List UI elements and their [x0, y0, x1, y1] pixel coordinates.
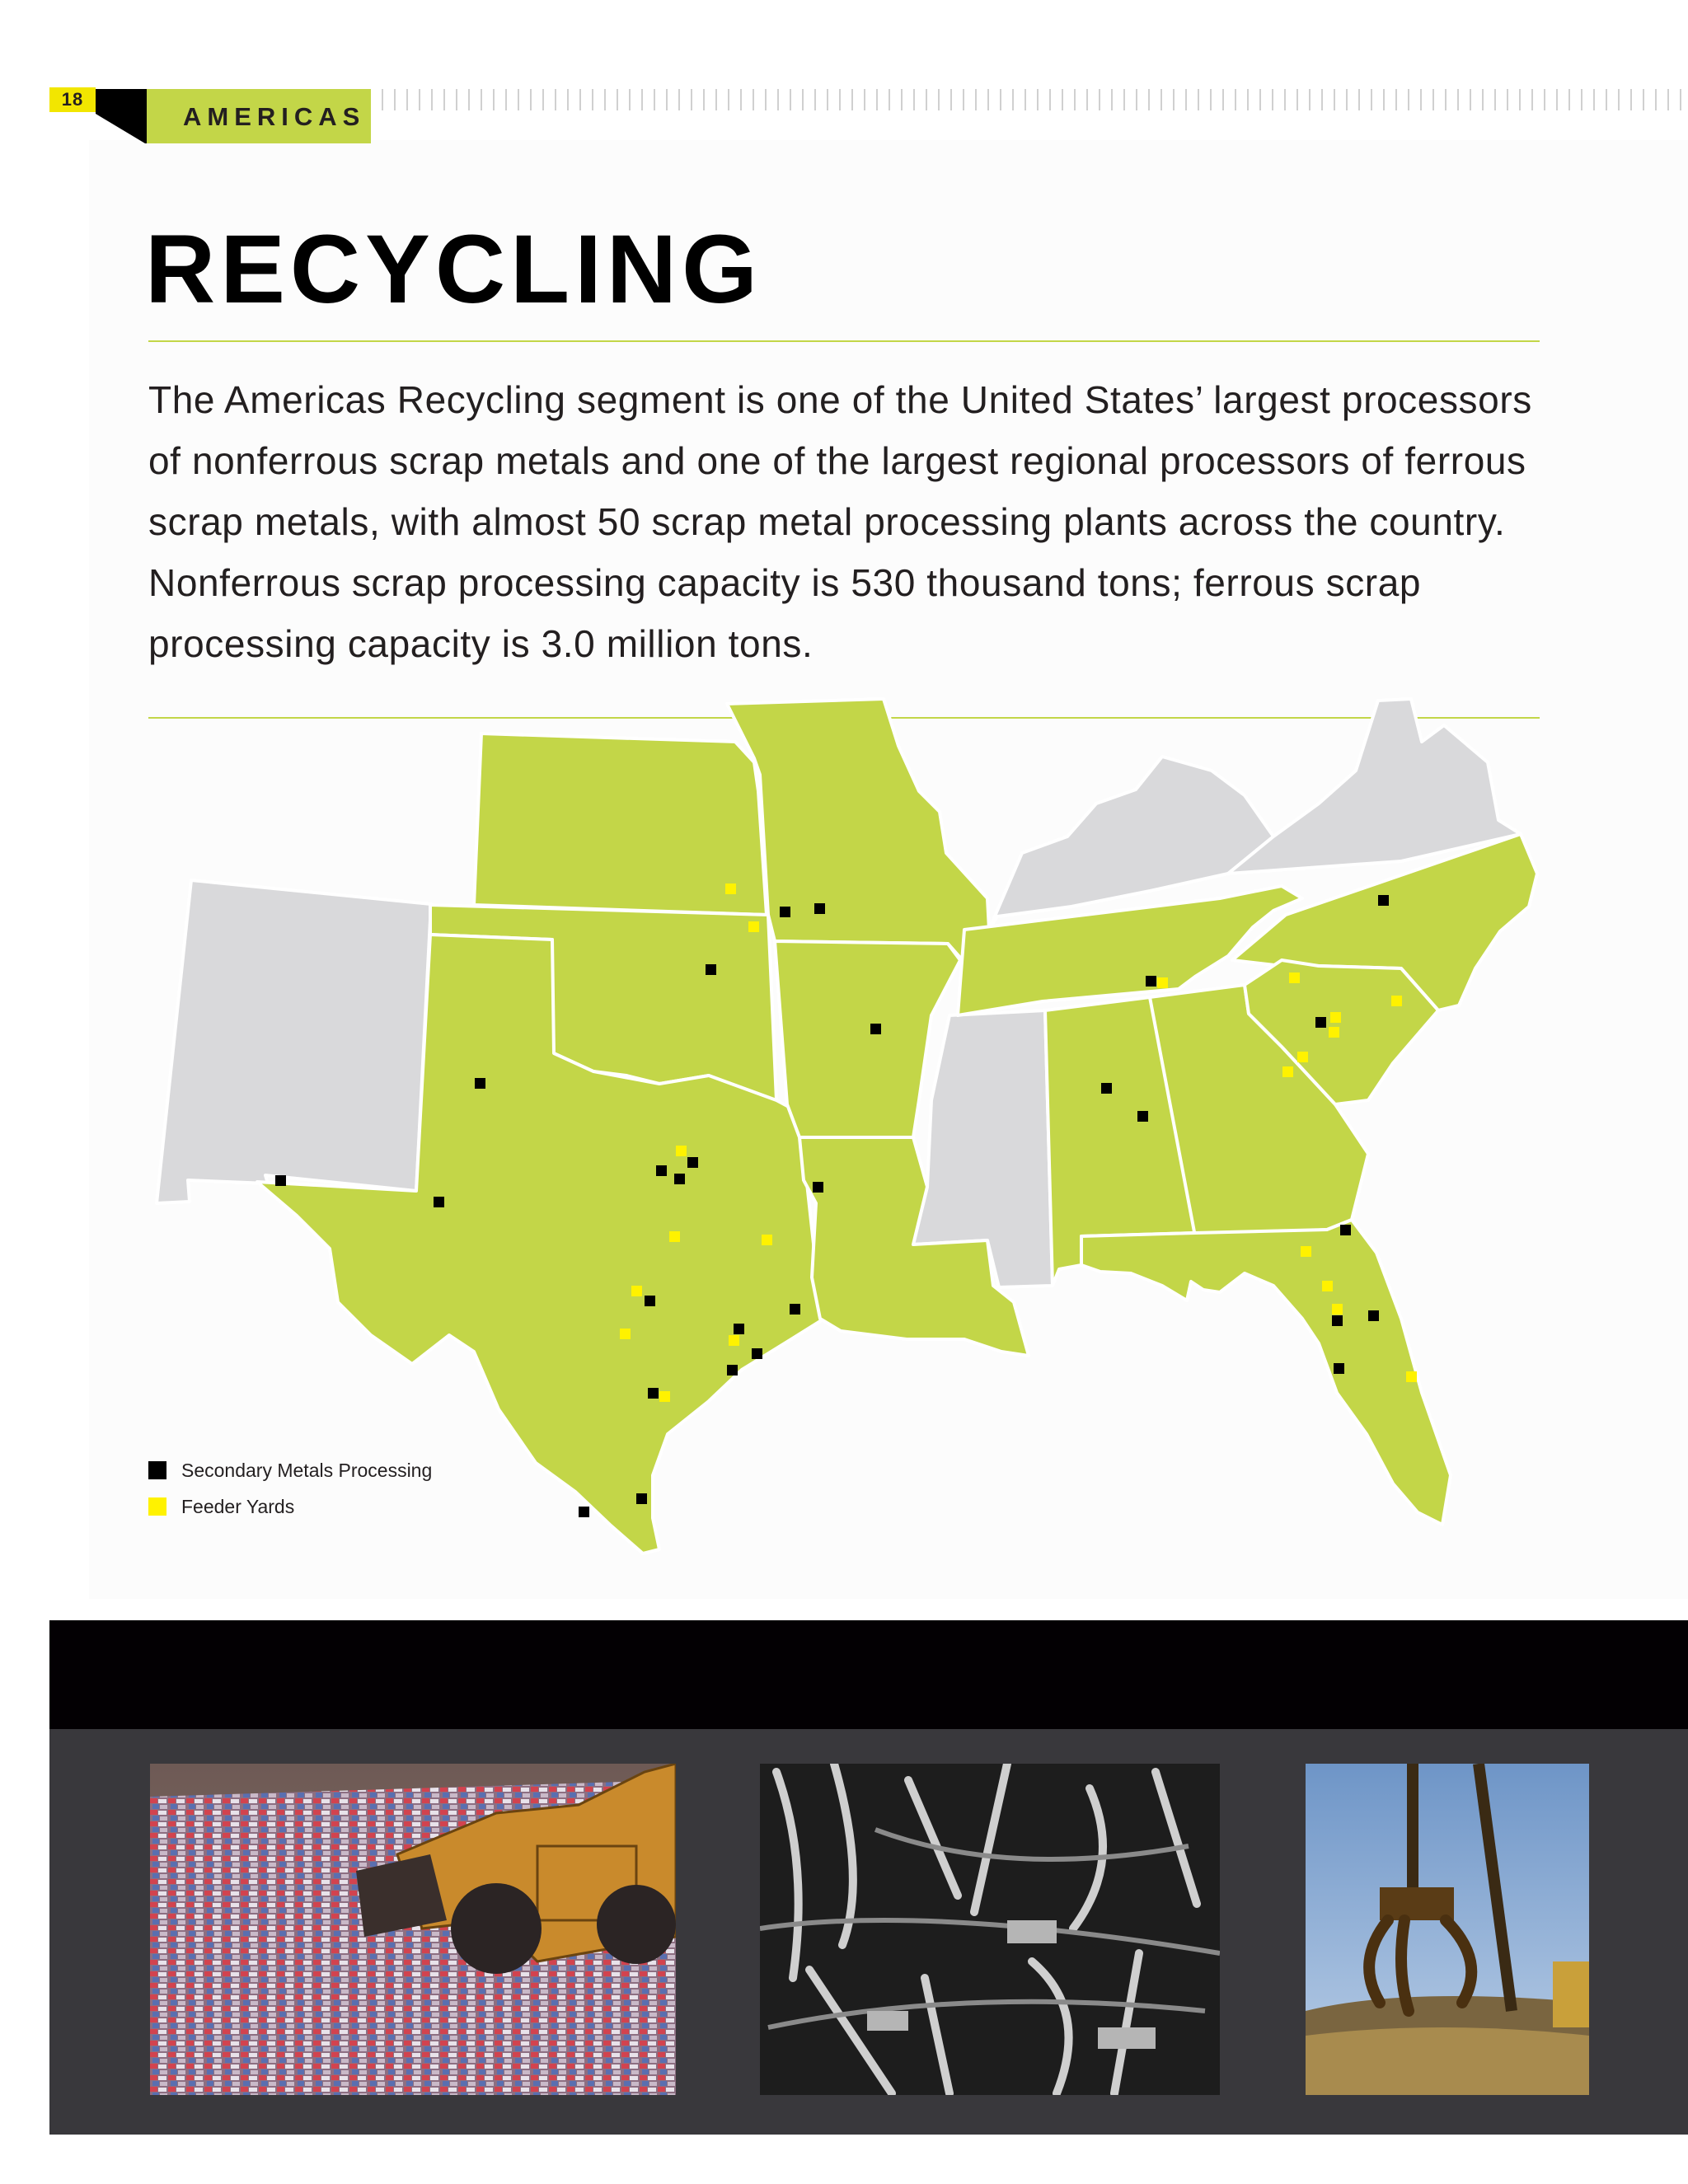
- secondary-processing-marker: [727, 1365, 738, 1376]
- state-new-mexico: [157, 880, 431, 1203]
- feeder-yard-marker: [1282, 1066, 1293, 1077]
- feeder-yard-marker: [1297, 1052, 1308, 1062]
- secondary-processing-marker: [1101, 1083, 1112, 1094]
- legend-item-feeder: [148, 1488, 432, 1525]
- secondary-processing-marker: [790, 1304, 800, 1315]
- secondary-processing-marker: [752, 1348, 762, 1359]
- secondary-processing-marker: [475, 1078, 485, 1089]
- page-title: RECYCLING: [145, 215, 762, 324]
- feeder-yard-marker: [659, 1391, 670, 1402]
- secondary-processing-marker: [636, 1493, 647, 1504]
- feeder-yard-marker: [748, 921, 759, 932]
- secondary-processing-marker: [1332, 1315, 1343, 1326]
- feeder-yard-marker: [1157, 977, 1168, 988]
- secondary-processing-marker: [706, 964, 716, 975]
- feeder-yard-marker: [1330, 1012, 1341, 1023]
- feeder-yard-marker: [1322, 1281, 1333, 1291]
- feeder-yard-marker: [1391, 996, 1402, 1006]
- intro-paragraph: The Americas Recycling segment is one of the United States’ largest processors of nonferrous scrap metals and one of the largest regional processors of ferrous scrap metals, with almost 50 scrap metal processing plants across the country. Nonferrous scrap processing capacity is 530 thousand tons; ferrous scrap processing capacity is 3.0 million tons.: [148, 378, 1532, 665]
- feeder-yard-marker: [725, 883, 736, 894]
- feeder-yard-marker: [1329, 1027, 1339, 1038]
- feeder-yard-marker: [620, 1329, 631, 1339]
- secondary-processing-marker: [645, 1296, 655, 1306]
- photo-grapple-crane: [1306, 1764, 1589, 2095]
- feeder-yard-marker: [1289, 972, 1300, 983]
- feeder-yard-marker: [631, 1286, 642, 1296]
- section-tab: AMERICAS: [147, 89, 371, 143]
- feeder-yard-marker: [762, 1235, 772, 1245]
- legend-label-feeder: Feeder Yards: [181, 1495, 295, 1517]
- photo-cans-loader: [150, 1764, 676, 2095]
- feeder-yard-marker: [669, 1231, 680, 1242]
- photo-scrap-tubes: [760, 1764, 1220, 2095]
- feeder-yard-marker: [1406, 1371, 1417, 1382]
- secondary-processing-marker: [656, 1165, 667, 1176]
- state-nebraska: [474, 733, 767, 915]
- feeder-yard-marker: [729, 1335, 739, 1346]
- secondary-processing-marker: [870, 1024, 881, 1034]
- yellow-square-icon: [148, 1497, 166, 1516]
- black-square-icon: [148, 1461, 166, 1479]
- secondary-processing-marker: [648, 1388, 659, 1399]
- secondary-processing-marker: [1315, 1017, 1326, 1028]
- secondary-processing-marker: [687, 1157, 698, 1168]
- header-tick-rule: [381, 89, 1688, 110]
- secondary-processing-marker: [1368, 1310, 1379, 1321]
- secondary-processing-marker: [275, 1175, 286, 1186]
- legend-item-secondary: [148, 1452, 432, 1488]
- secondary-processing-marker: [734, 1324, 744, 1334]
- page-number: 18: [49, 87, 96, 112]
- secondary-processing-marker: [1146, 976, 1156, 987]
- feeder-yard-marker: [1332, 1304, 1343, 1315]
- us-map: [132, 684, 1566, 1566]
- secondary-processing-marker: [1340, 1225, 1351, 1235]
- secondary-processing-marker: [434, 1197, 444, 1207]
- secondary-processing-marker: [813, 1182, 823, 1193]
- feeder-yard-marker: [676, 1146, 687, 1156]
- black-band: [49, 1620, 1688, 1729]
- map-legend: [148, 1452, 432, 1525]
- secondary-processing-marker: [1378, 895, 1389, 906]
- title-divider: [148, 340, 1540, 342]
- feeder-yard-marker: [1301, 1246, 1311, 1257]
- secondary-processing-marker: [579, 1507, 589, 1517]
- state-florida: [1081, 1220, 1451, 1525]
- secondary-processing-marker: [780, 907, 790, 917]
- secondary-processing-marker: [1137, 1111, 1148, 1122]
- secondary-processing-marker: [814, 903, 825, 914]
- legend-label-secondary: Secondary Metals Processing: [181, 1459, 433, 1481]
- secondary-processing-marker: [674, 1174, 685, 1184]
- secondary-processing-marker: [1334, 1363, 1344, 1374]
- tab-shape: [96, 89, 148, 143]
